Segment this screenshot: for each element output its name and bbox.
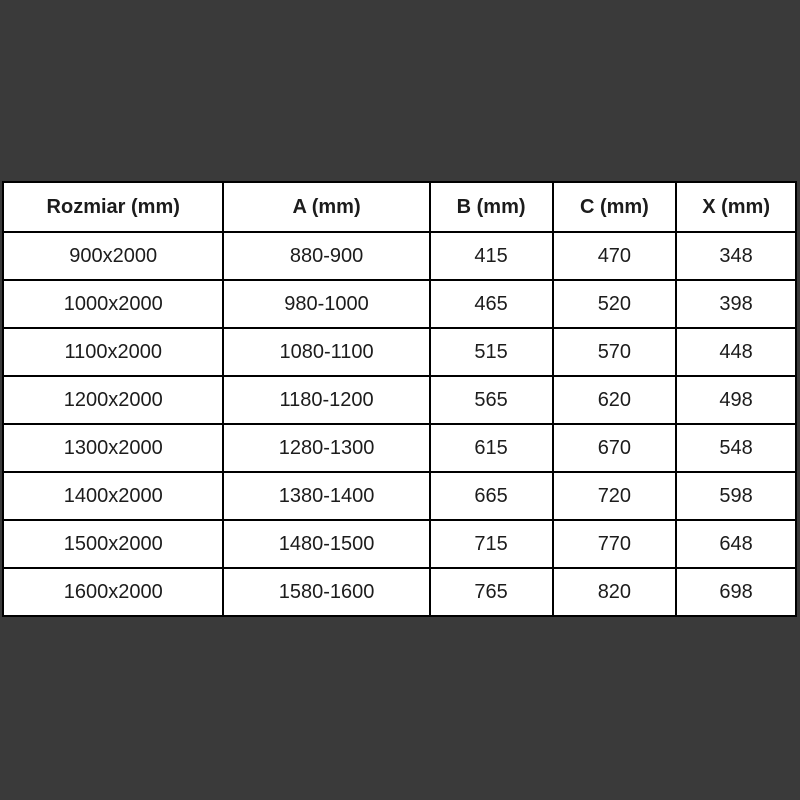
- cell-b: 665: [430, 472, 553, 520]
- cell-rozmiar: 1500x2000: [3, 520, 223, 568]
- cell-x: 398: [676, 280, 796, 328]
- cell-x: 498: [676, 376, 796, 424]
- cell-x: 448: [676, 328, 796, 376]
- table-header-row: [3, 182, 796, 232]
- cell-a: 1580-1600: [223, 568, 429, 616]
- cell-c: 470: [553, 232, 677, 280]
- cell-b: 565: [430, 376, 553, 424]
- cell-rozmiar: 1600x2000: [3, 568, 223, 616]
- cell-rozmiar: 1400x2000: [3, 472, 223, 520]
- cell-c: 720: [553, 472, 677, 520]
- table-row: [3, 424, 796, 472]
- cell-x: 548: [676, 424, 796, 472]
- cell-rozmiar: 1200x2000: [3, 376, 223, 424]
- cell-x: 698: [676, 568, 796, 616]
- cell-b: 715: [430, 520, 553, 568]
- table-row: [3, 376, 796, 424]
- cell-c: 820: [553, 568, 677, 616]
- cell-b: 515: [430, 328, 553, 376]
- cell-rozmiar: 1300x2000: [3, 424, 223, 472]
- cell-c: 670: [553, 424, 677, 472]
- cell-b: 465: [430, 280, 553, 328]
- cell-c: 770: [553, 520, 677, 568]
- cell-x: 648: [676, 520, 796, 568]
- column-header-b: B (mm): [430, 182, 553, 232]
- size-dimensions-table: [2, 181, 797, 617]
- column-header-c: C (mm): [553, 182, 677, 232]
- column-header-x: X (mm): [676, 182, 796, 232]
- cell-b: 615: [430, 424, 553, 472]
- cell-a: 1280-1300: [223, 424, 429, 472]
- table-row: [3, 328, 796, 376]
- table-row: [3, 280, 796, 328]
- cell-c: 570: [553, 328, 677, 376]
- cell-x: 598: [676, 472, 796, 520]
- column-header-a: A (mm): [223, 182, 429, 232]
- cell-rozmiar: 900x2000: [3, 232, 223, 280]
- cell-a: 1480-1500: [223, 520, 429, 568]
- table-row: [3, 568, 796, 616]
- table-row: [3, 232, 796, 280]
- size-table-container: [2, 181, 797, 617]
- cell-a: 880-900: [223, 232, 429, 280]
- table-row: [3, 520, 796, 568]
- cell-a: 1380-1400: [223, 472, 429, 520]
- cell-c: 620: [553, 376, 677, 424]
- cell-c: 520: [553, 280, 677, 328]
- cell-b: 415: [430, 232, 553, 280]
- cell-a: 980-1000: [223, 280, 429, 328]
- cell-rozmiar: 1000x2000: [3, 280, 223, 328]
- table-row: [3, 472, 796, 520]
- cell-x: 348: [676, 232, 796, 280]
- column-header-rozmiar: Rozmiar (mm): [3, 182, 223, 232]
- cell-rozmiar: 1100x2000: [3, 328, 223, 376]
- cell-a: 1080-1100: [223, 328, 429, 376]
- cell-a: 1180-1200: [223, 376, 429, 424]
- cell-b: 765: [430, 568, 553, 616]
